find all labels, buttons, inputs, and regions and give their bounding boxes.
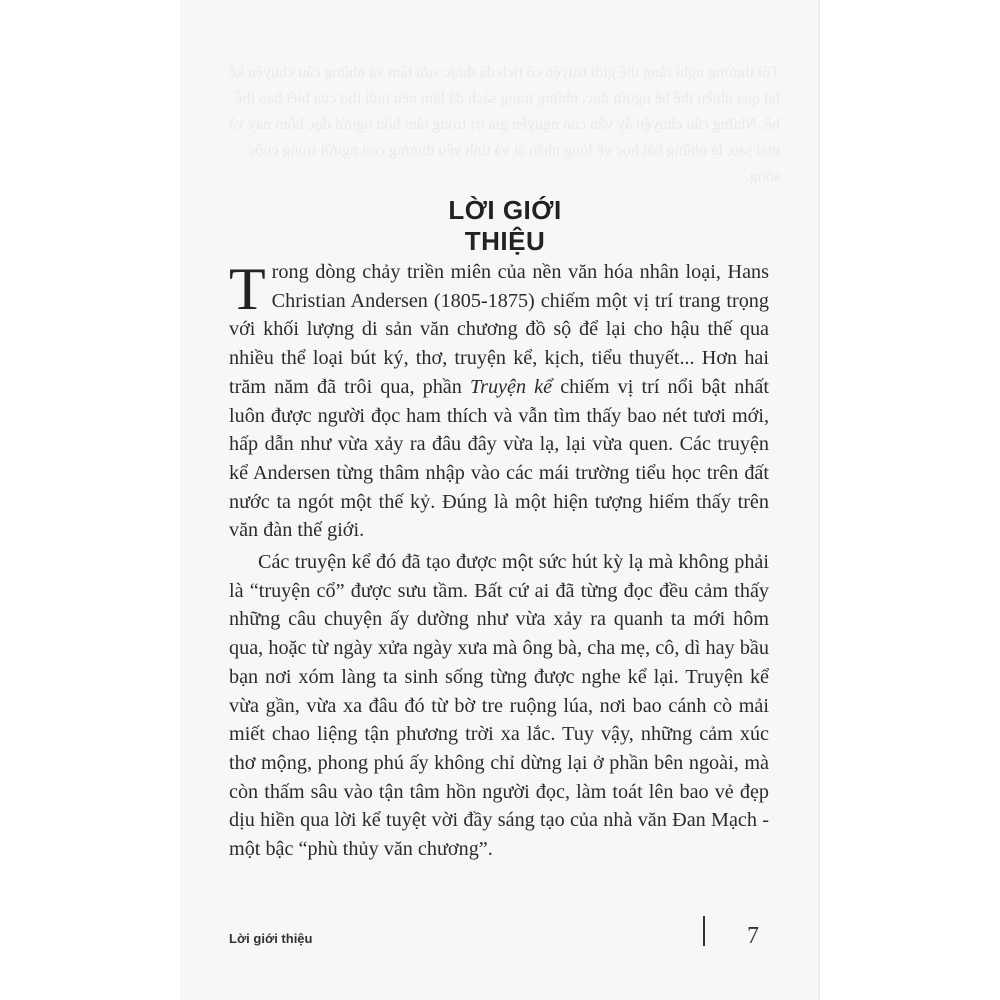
footer-divider: [703, 916, 705, 946]
paragraph-1-text-continued: chiếm vị trí nổi bật nhất luôn được người đọc ham thích và vẫn tìm thấy bao nét tươi mới, hấp dẫn như vừa xảy ra đâu đây vừa lạ, lại vừa quen. Các truyện kể Andersen từng thâm nhập vào các mái trường tiểu học trên đất nước ta ngót một thế kỷ. Đúng là một hiện tượng hiếm thấy trên văn đàn thế giới.: [229, 375, 769, 542]
body-text: [229, 258, 769, 864]
drop-cap: T: [229, 256, 266, 322]
page-number: 7: [747, 923, 759, 949]
paragraph-2: Các truyện kể đó đã tạo được một sức hút kỳ lạ mà không phải là “truyện cổ” được sưu tầm. Bất cứ ai đã từng đọc đều cảm thấy những câu chuyện ấy dường như vừa xảy ra quanh ta mới hôm qua, hoặc từ ngày xửa ngày xưa mà ông bà, cha mẹ, cô, dì hay bầu bạn nơi xóm làng ta sinh sống từng được nghe kể lại. Truyện kể vừa gần, vừa xa đâu đó từ bờ tre ruộng lúa, nơi bao cánh cò mải miết chao liệng tận phương trời xa lắc. Tuy vậy, những cảm xúc thơ mộng, phong phú ấy không chỉ dừng lại ở phần bên ngoài, mà còn thấm sâu vào tận tâm hồn người đọc, làm toát lên bao vẻ đẹp dịu hiền qua lời kể tuyệt vời đầy sáng tạo của nhà văn Đan Mạch - một bậc “phù thủy văn chương”.: [229, 551, 769, 861]
paragraph-1-text: rong dòng chảy triền miên của nền văn hóa nhân loại, Hans Christian Andersen (1805-1875) chiếm một vị trí trang trọng với khối lượng di sản văn chương đồ sộ để lại cho hậu thế qua nhiều thể loại bút ký, thơ, truyện kể, kịch, tiểu thuyết... Hơn hai trăm năm đã trôi qua, phần: [229, 261, 769, 398]
show-through-text: Tôi thường nghĩ rằng thế giới truyện cổ tích đã được sưu tầm và những câu chuyện kể lại qua nhiều thế hệ người đọc, những trang sách đã làm nên tuổi thơ của biết bao thế hệ. Những câu chuyện ấy vẫn còn nguyên giá trị trong tâm hồn người đọc hôm nay và mai sau, là những bài học về lòng nhân ái và tình yêu thương con người trong cuộc sống.: [228, 64, 780, 185]
footer-section-label: Lời giới thiệu: [229, 931, 313, 946]
italic-term: Truyện kể: [469, 375, 553, 398]
paragraph-1: [229, 258, 769, 545]
page-title: LỜI GIỚI THIỆU: [448, 195, 562, 257]
